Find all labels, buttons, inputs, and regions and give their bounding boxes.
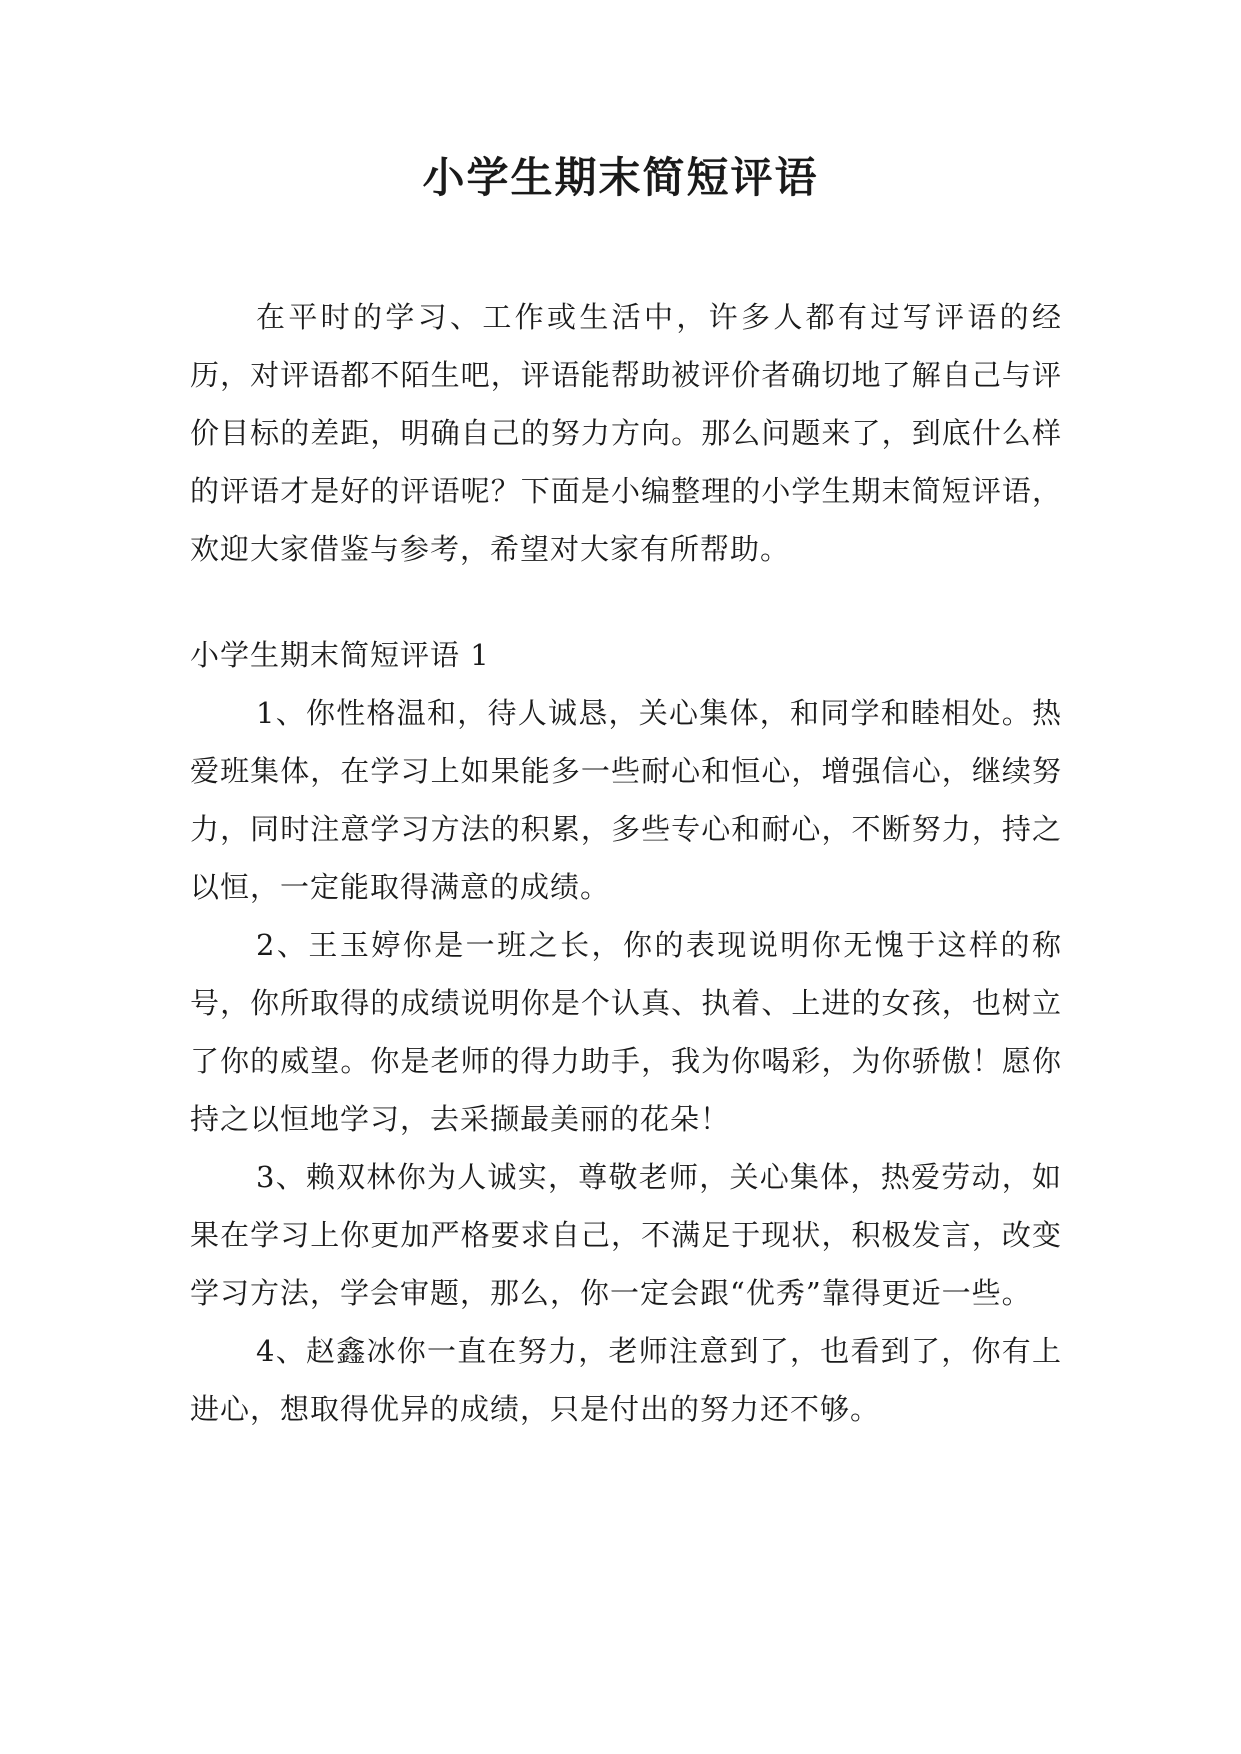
paragraph-spacer bbox=[190, 578, 1062, 626]
document-body bbox=[190, 288, 1062, 1438]
document-title: 小学生期末简短评语 bbox=[422, 153, 819, 202]
intro-paragraph: 在平时的学习、工作或生活中，许多人都有过写评语的经历，对评语都不陌生吧，评语能帮助被评价者确切地了解自己与评价目标的差距，明确自己的努力方向。那么问题来了，到底什么样的评语才是好的评语呢？下面是小编整理的小学生期末简短评语，欢迎大家借鉴与参考，希望对大家有所帮助。 bbox=[190, 300, 1062, 566]
section-heading: 小学生期末简短评语 1 bbox=[190, 638, 490, 672]
comment-item-2: 2、王玉婷你是一班之长，你的表现说明你无愧于这样的称号，你所取得的成绩说明你是个认真、执着、上进的女孩，也树立了你的威望。你是老师的得力助手，我为你喝彩，为你骄傲！愿你持之以恒地学习，去采撷最美丽的花朵！ bbox=[190, 928, 1062, 1136]
comment-item-1: 1、你性格温和，待人诚恳，关心集体，和同学和睦相处。热爱班集体，在学习上如果能多一些耐心和恒心，增强信心，继续努力，同时注意学习方法的积累，多些专心和耐心，不断努力，持之以恒，一定能取得满意的成绩。 bbox=[190, 696, 1062, 904]
comment-item-4: 4、赵鑫冰你一直在努力，老师注意到了，也看到了，你有上进心，想取得优异的成绩，只是付出的努力还不够。 bbox=[190, 1334, 1062, 1426]
comment-item-3: 3、赖双林你为人诚实，尊敬老师，关心集体，热爱劳动，如果在学习上你更加严格要求自己，不满足于现状，积极发言，改变学习方法，学会审题，那么，你一定会跟“优秀”靠得更近一些。 bbox=[190, 1160, 1062, 1310]
